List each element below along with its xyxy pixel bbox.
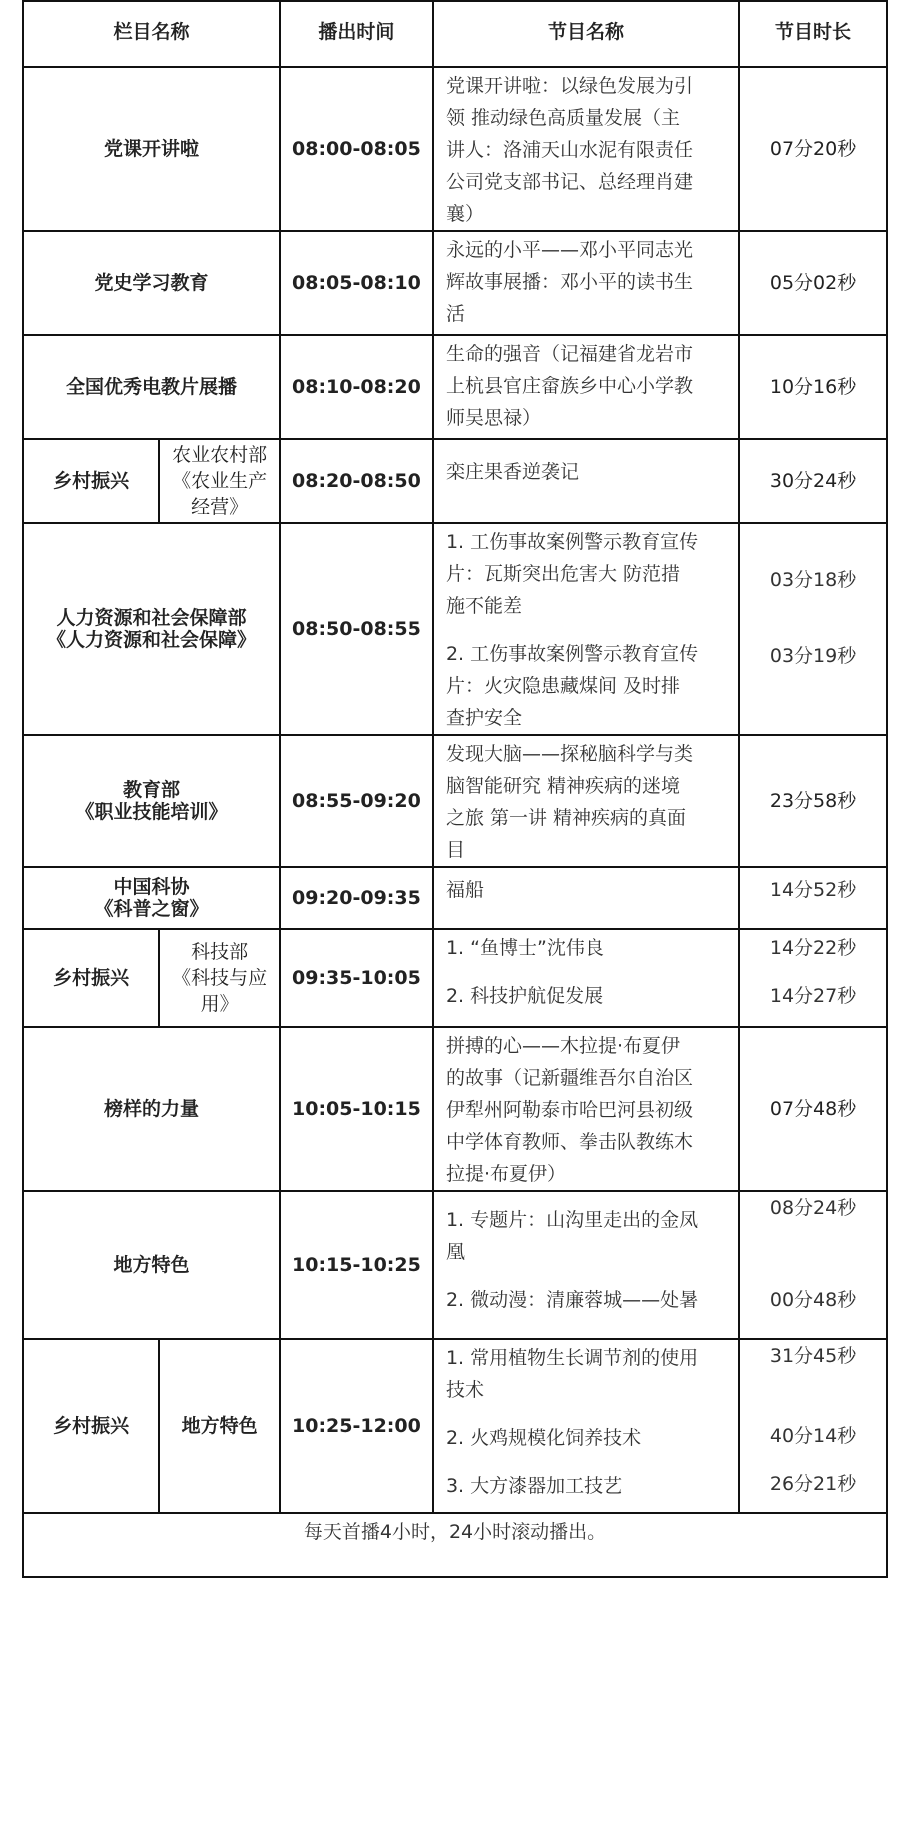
air-time: 09:20-09:35	[280, 867, 433, 929]
air-time: 09:35-10:05	[280, 929, 433, 1027]
program-line: 之旅 第一讲 精神疾病的真面	[445, 807, 687, 829]
column-name	[23, 867, 280, 929]
air-time: 08:20-08:50	[280, 439, 433, 523]
column-line: 《职业技能培训》	[75, 801, 228, 823]
column-sub-line: 科技部	[191, 941, 249, 963]
program-name	[433, 735, 739, 867]
column-name-main: 乡村振兴	[23, 929, 159, 1027]
duration: 05分02秒	[739, 231, 887, 335]
duration	[739, 523, 887, 735]
table-row	[23, 735, 887, 867]
program-line: 生命的强音（记福建省龙岩市	[445, 343, 693, 365]
program-line: 党课开讲啦：以绿色发展为引	[445, 75, 693, 97]
column-sub-line: 农业农村部	[172, 444, 268, 466]
program-line: 脑智能研究 精神疾病的迷境	[445, 775, 681, 797]
column-name: 地方特色	[23, 1191, 280, 1339]
header-column-name: 栏目名称	[23, 1, 280, 67]
duration: 07分48秒	[739, 1027, 887, 1191]
program-line: 2. 微动漫：清廉蓉城——处暑	[445, 1289, 699, 1311]
air-time: 08:00-08:05	[280, 67, 433, 231]
program-name	[433, 67, 739, 231]
program-line: 1. 工伤事故案例警示教育宣传	[445, 531, 699, 553]
footer-row	[23, 1513, 887, 1577]
duration: 23分58秒	[739, 735, 887, 867]
duration	[739, 929, 887, 1027]
table-row	[23, 523, 887, 735]
header-air-time: 播出时间	[280, 1, 433, 67]
air-time: 08:05-08:10	[280, 231, 433, 335]
column-name	[23, 523, 280, 735]
program-line: 福船	[445, 879, 484, 901]
header-row	[23, 1, 887, 67]
duration-line: 03分19秒	[769, 645, 857, 667]
column-name: 全国优秀电教片展播	[23, 335, 280, 439]
program-name	[433, 867, 739, 929]
duration	[739, 1339, 887, 1513]
column-name: 榜样的力量	[23, 1027, 280, 1191]
column-sub-line: 用》	[200, 993, 239, 1015]
column-name-main: 乡村振兴	[23, 439, 159, 523]
program-line: 目	[445, 839, 465, 861]
program-name	[433, 929, 739, 1027]
table-row	[23, 1027, 887, 1191]
program-line: 上杭县官庄畲族乡中心小学教	[445, 375, 693, 397]
duration: 30分24秒	[739, 439, 887, 523]
program-name	[433, 439, 739, 523]
column-name-sub: 地方特色	[159, 1339, 280, 1513]
duration: 07分20秒	[739, 67, 887, 231]
program-line: 1. 专题片：山沟里走出的金凤	[445, 1209, 699, 1231]
program-line: 永远的小平——邓小平同志光	[445, 239, 693, 261]
table-row	[23, 231, 887, 335]
duration-line: 03分18秒	[769, 569, 857, 591]
program-name	[433, 231, 739, 335]
air-time: 08:10-08:20	[280, 335, 433, 439]
table-row	[23, 929, 887, 1027]
column-line: 人力资源和社会保障部	[56, 607, 247, 629]
column-sub-line: 《科技与应	[172, 967, 268, 989]
program-line: 拉提·布夏伊）	[445, 1163, 567, 1185]
program-line: 领 推动绿色高质量发展（主	[445, 107, 681, 129]
program-line: 伊犁州阿勒泰市哈巴河县初级	[445, 1099, 693, 1121]
table-row	[23, 67, 887, 231]
duration-line: 14分22秒	[769, 937, 857, 959]
program-line: 2. 火鸡规模化饲养技术	[445, 1427, 642, 1449]
column-name	[23, 735, 280, 867]
header-duration: 节目时长	[739, 1, 887, 67]
duration-line: 14分27秒	[769, 985, 857, 1007]
column-sub-line: 《农业生产	[172, 470, 268, 492]
column-line: 《科普之窗》	[94, 898, 209, 920]
column-name-sub	[159, 439, 280, 523]
program-line: 1. 常用植物生长调节剂的使用	[445, 1347, 699, 1369]
column-name-main: 乡村振兴	[23, 1339, 159, 1513]
column-name: 党史学习教育	[23, 231, 280, 335]
program-line: 的故事（记新疆维吾尔自治区	[445, 1067, 693, 1089]
table-row	[23, 439, 887, 523]
program-line: 1. “鱼博士”沈伟良	[445, 937, 604, 959]
air-time: 10:05-10:15	[280, 1027, 433, 1191]
program-name	[433, 1191, 739, 1339]
duration-line: 00分48秒	[769, 1289, 857, 1311]
duration-line: 40分14秒	[769, 1425, 857, 1447]
program-line: 凰	[445, 1241, 465, 1263]
duration: 10分16秒	[739, 335, 887, 439]
program-line: 3. 大方漆器加工技艺	[445, 1475, 623, 1497]
schedule-table	[22, 0, 888, 1578]
table-row	[23, 1191, 887, 1339]
program-line: 片：瓦斯突出危害大 防范措	[445, 563, 681, 585]
duration-line: 08分24秒	[769, 1197, 857, 1219]
duration: 14分52秒	[739, 867, 887, 929]
duration	[739, 1191, 887, 1339]
duration-line: 26分21秒	[769, 1473, 857, 1495]
duration-line: 31分45秒	[769, 1345, 857, 1367]
program-line: 师吴思禄）	[445, 407, 541, 429]
table-row	[23, 335, 887, 439]
air-time: 08:50-08:55	[280, 523, 433, 735]
program-line: 查护安全	[445, 707, 522, 729]
program-line: 栾庄果香逆袭记	[445, 461, 579, 483]
table-row	[23, 867, 887, 929]
program-name	[433, 1027, 739, 1191]
column-name-sub	[159, 929, 280, 1027]
air-time: 08:55-09:20	[280, 735, 433, 867]
column-sub-line: 经营》	[191, 496, 249, 518]
program-name	[433, 1339, 739, 1513]
program-line: 辉故事展播：邓小平的读书生	[445, 271, 693, 293]
program-line: 片：火灾隐患藏煤间 及时排	[445, 675, 681, 697]
program-line: 活	[445, 303, 465, 325]
column-name: 党课开讲啦	[23, 67, 280, 231]
program-line: 讲人：洛浦天山水泥有限责任	[445, 139, 693, 161]
header-program-name: 节目名称	[433, 1, 739, 67]
column-line: 中国科协	[113, 876, 190, 898]
program-line: 发现大脑——探秘脑科学与类	[445, 743, 693, 765]
column-line: 教育部	[122, 779, 180, 801]
program-line: 襄）	[445, 203, 484, 225]
program-line: 施不能差	[445, 595, 522, 617]
program-line: 中学体育教师、拳击队教练木	[445, 1131, 693, 1153]
footer-note: 每天首播4小时，24小时滚动播出。	[23, 1513, 887, 1577]
table-row	[23, 1339, 887, 1513]
program-name	[433, 335, 739, 439]
program-line: 公司党支部书记、总经理肖建	[445, 171, 693, 193]
program-line: 2. 科技护航促发展	[445, 985, 604, 1007]
program-name	[433, 523, 739, 735]
program-line: 技术	[445, 1379, 484, 1401]
air-time: 10:25-12:00	[280, 1339, 433, 1513]
air-time: 10:15-10:25	[280, 1191, 433, 1339]
program-line: 2. 工伤事故案例警示教育宣传	[445, 643, 699, 665]
column-line: 《人力资源和社会保障》	[46, 629, 256, 651]
program-line: 拼搏的心——木拉提·布夏伊	[445, 1035, 681, 1057]
